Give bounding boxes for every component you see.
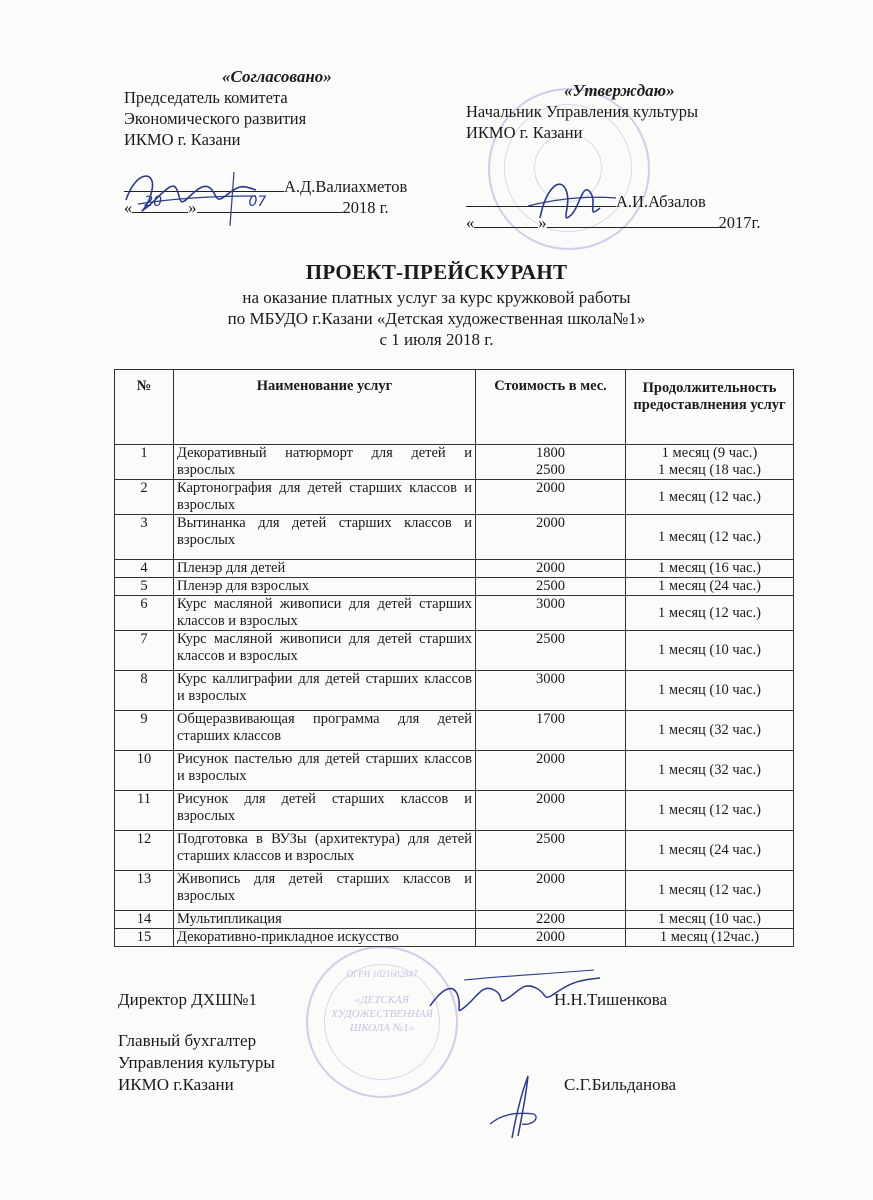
document-title-block [0,260,873,350]
row-num: 3 [115,515,174,560]
row-service-name: Декоративно-прикладное искусство [174,929,476,947]
approval-left-line: Председатель комитета [124,88,288,107]
approval-left-line: ИКМО г. Казани [124,130,241,149]
row-cost: 2000 [476,515,626,560]
row-duration: 1 месяц (12 час.) [626,480,794,515]
approval-left-signer: А.Д.Валиахметов [284,177,408,196]
row-num: 9 [115,711,174,751]
row-cost: 2000 [476,929,626,947]
school-seal-ring-text: ОГРН 1021602847 [346,969,418,979]
row-num: 8 [115,671,174,711]
approval-right-line: Начальник Управления культуры [466,102,699,121]
row-service-name: Курс масляной живописи для детей старших классов и взрослых [174,631,476,671]
table-row [115,711,794,751]
approval-right-signer: А.И.Абзалов [616,192,706,211]
row-cost: 2500 [476,631,626,671]
row-num: 10 [115,751,174,791]
row-service-name: Пленэр для взрослых [174,578,476,596]
table-row [115,578,794,596]
row-num: 2 [115,480,174,515]
table-row [115,560,794,578]
row-duration: 1 месяц (32 час.) [626,751,794,791]
row-duration: 1 месяц (10 час.) [626,911,794,929]
accountant-line: ИКМО г.Казани [118,1075,234,1094]
header-num: № [115,370,174,445]
table-body [115,445,794,947]
approval-right [466,80,796,233]
table-row [115,871,794,911]
school-seal-text: ШКОЛА №1» [349,1022,415,1034]
row-num: 4 [115,560,174,578]
table-row [115,751,794,791]
header-duration: Продолжительность предоставлнения услуг [626,370,794,445]
row-num: 6 [115,596,174,631]
row-duration: 1 месяц (9 час.) 1 месяц (18 час.) [626,445,794,480]
row-service-name: Курс масляной живописи для детей старших классов и взрослых [174,596,476,631]
table-row [115,596,794,631]
date-quote-open: « [124,198,133,217]
row-service-name: Общеразвивающая программа для детей старших классов [174,711,476,751]
table-row [115,631,794,671]
title-line: с 1 июля 2018 г. [379,330,494,349]
table-row [115,515,794,560]
row-duration: 1 месяц (24 час.) [626,831,794,871]
handwritten-day: 20 [144,194,163,210]
table-row [115,791,794,831]
table-row [115,445,794,480]
approval-right-line: ИКМО г. Казани [466,123,583,142]
row-num: 15 [115,929,174,947]
school-seal-text: ХУДОЖЕСТВЕННАЯ [331,1008,433,1020]
table-row [115,831,794,871]
approval-left-year: 2018 г. [342,198,389,217]
date-quote-close: » [188,198,197,217]
row-num: 12 [115,831,174,871]
header-cost: Стоимость в мес. [476,370,626,445]
row-duration: 1 месяц (12 час.) [626,596,794,631]
row-cost: 2000 [476,560,626,578]
document-title: ПРОЕКТ-ПРЕЙСКУРАНТ [305,260,568,284]
director-title: Директор ДХШ№1 [118,990,257,1009]
row-service-name: Вытинанка для детей старших классов и взрослых [174,515,476,560]
row-duration: 1 месяц (12 час.) [626,515,794,560]
row-duration: 1 месяц (12час.) [626,929,794,947]
title-line: на оказание платных услуг за курс кружковой работы [242,288,631,307]
row-cost: 2500 [476,831,626,871]
row-cost: 1800 2500 [476,445,626,480]
table-row [115,671,794,711]
row-duration: 1 месяц (12 час.) [626,871,794,911]
row-cost: 3000 [476,671,626,711]
row-service-name: Подготовка в ВУЗы (архитектура) для детей старших классов и взрослых [174,831,476,871]
table-header-row [115,370,794,445]
row-cost: 2000 [476,791,626,831]
school-seal-text: «ДЕТСКАЯ [355,994,409,1006]
row-service-name: Рисунок для детей старших классов и взрослых [174,791,476,831]
director-name: Н.Н.Тишенкова [554,990,668,1009]
row-duration: 1 месяц (10 час.) [626,671,794,711]
row-num: 1 [115,445,174,480]
approval-left-line: Экономического развития [124,109,307,128]
row-cost: 2000 [476,480,626,515]
header-name: Наименование услуг [174,370,476,445]
approval-left-header: «Согласовано» [222,67,332,86]
valiakhmetov-signature [116,160,266,230]
row-num: 11 [115,791,174,831]
row-cost: 2200 [476,911,626,929]
row-num: 13 [115,871,174,911]
row-cost: 1700 [476,711,626,751]
title-line: по МБУДО г.Казани «Детская художественная школа№1» [227,309,646,328]
handwritten-month: 07 [248,194,267,210]
row-service-name: Рисунок пастелью для детей старших классов и взрослых [174,751,476,791]
table-row [115,480,794,515]
row-service-name: Живопись для детей старших классов и взрослых [174,871,476,911]
price-table [114,369,794,947]
row-duration: 1 месяц (12 час.) [626,791,794,831]
approval-right-header: «Утверждаю» [564,81,675,100]
row-service-name: Декоративный натюрморт для детей и взрослых [174,445,476,480]
row-duration: 1 месяц (16 час.) [626,560,794,578]
row-duration: 1 месяц (10 час.) [626,631,794,671]
table-row [115,929,794,947]
row-duration: 1 месяц (32 час.) [626,711,794,751]
row-service-name: Мультипликация [174,911,476,929]
row-cost: 2000 [476,871,626,911]
row-service-name: Картонография для детей старших классов и взрослых [174,480,476,515]
table-row [115,911,794,929]
row-cost: 3000 [476,596,626,631]
footer-director [118,989,758,1011]
date-quote-close: » [538,213,547,232]
row-service-name: Пленэр для детей [174,560,476,578]
abzalov-signature [520,168,620,238]
row-cost: 2000 [476,751,626,791]
accountant-line: Главный бухгалтер [118,1031,257,1050]
row-num: 7 [115,631,174,671]
row-service-name: Курс каллиграфии для детей старших классов и взрослых [174,671,476,711]
footer-accountant [118,1030,758,1096]
date-quote-open: « [466,213,475,232]
row-num: 5 [115,578,174,596]
row-cost: 2500 [476,578,626,596]
row-duration: 1 месяц (24 час.) [626,578,794,596]
row-num: 14 [115,911,174,929]
accountant-name: С.Г.Бильданова [564,1075,676,1094]
approval-right-year: 2017г. [718,213,761,232]
accountant-line: Управления культуры [118,1053,275,1072]
